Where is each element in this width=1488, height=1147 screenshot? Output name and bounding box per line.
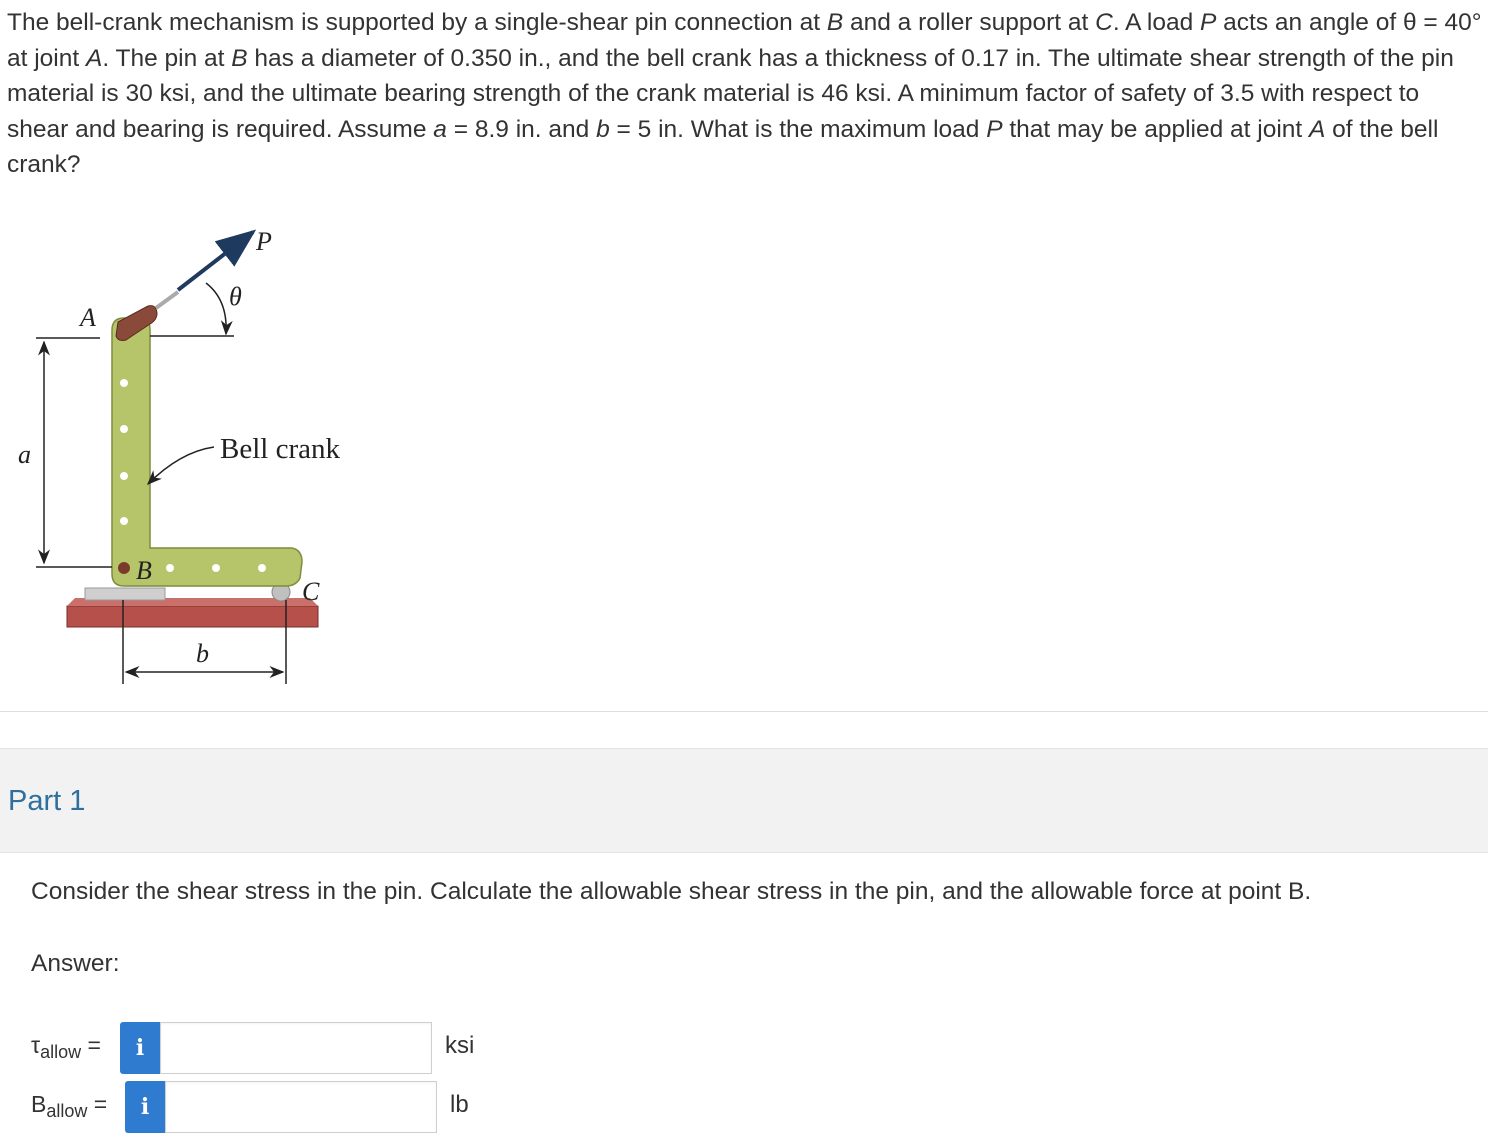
- crank-hole: [120, 425, 128, 433]
- pin-b: [118, 562, 130, 574]
- label-p: P: [256, 227, 272, 256]
- problem-text: and a roller support at: [843, 9, 1096, 36]
- b-symbol: B: [31, 1091, 47, 1117]
- info-button[interactable]: i: [120, 1022, 160, 1074]
- label-b-dimension: b: [196, 639, 209, 668]
- problem-text: . The pin at: [102, 44, 232, 72]
- b-allow-label: [31, 1091, 107, 1122]
- problem-text: has a diameter of 0.350 in., and the bell crank has a thickness of 0.17 in. The ultimate shear strength of the pin material is 30 ksi, and the ultimate bearing strength of the crank material is 46 ksi. A minimum factor of safety of 3.5 with respect to shear and bearing is required. Assume: [7, 44, 1454, 143]
- label-c-roller: C: [302, 577, 320, 606]
- problem-var-A: A: [86, 44, 103, 72]
- part-title: Part 1: [8, 785, 86, 817]
- label-b-pin: B: [136, 556, 152, 585]
- label-a-dimension: a: [18, 440, 31, 469]
- problem-var-B: B: [826, 9, 844, 36]
- problem-statement: [7, 5, 1482, 183]
- b-subscript: allow: [46, 1101, 88, 1121]
- label-a-joint: A: [80, 303, 96, 332]
- problem-text: = 5 in. What is the maximum load: [609, 115, 987, 143]
- question-text: Consider the shear stress in the pin. Calculate the allowable shear stress in the pin, and the allowable force at point B.: [31, 878, 1312, 905]
- label-theta: θ: [229, 282, 242, 311]
- problem-var-P: P: [1200, 9, 1217, 36]
- b-allow-input[interactable]: [165, 1081, 437, 1133]
- tau-allow-label: [31, 1032, 101, 1063]
- problem-text: The bell-crank mechanism is supported by a single-shear pin connection at: [7, 9, 827, 36]
- problem-var-P: P: [986, 115, 1003, 143]
- tau-allow-input[interactable]: [160, 1022, 432, 1074]
- crank-hole: [166, 564, 174, 572]
- problem-text: acts an angle of θ = 40° at joint: [7, 9, 1482, 72]
- tau-symbol: τ: [31, 1032, 41, 1058]
- problem-var-a: a: [433, 115, 447, 143]
- problem-text: of the bell crank?: [7, 115, 1439, 178]
- answer-label: Answer:: [31, 950, 120, 977]
- problem-text: . A load: [1112, 9, 1201, 36]
- problem-var-C: C: [1095, 9, 1113, 36]
- crank-hole: [120, 379, 128, 387]
- pin-bracket: [85, 588, 165, 600]
- tau-unit: ksi: [445, 1032, 475, 1059]
- divider: [0, 711, 1488, 712]
- bell-crank-leader: [148, 447, 214, 484]
- part-header: [0, 748, 1488, 853]
- link-rod: [156, 292, 178, 308]
- problem-text: that may be applied at joint: [1002, 115, 1310, 143]
- theta-arc: [206, 283, 226, 334]
- problem-text: = 8.9 in. and: [446, 115, 597, 143]
- crank-hole: [120, 517, 128, 525]
- equals-sign: =: [87, 1032, 101, 1058]
- problem-var-B: B: [231, 44, 248, 72]
- crank-hole: [212, 564, 220, 572]
- crank-hole: [258, 564, 266, 572]
- problem-var-b: b: [596, 115, 610, 143]
- tau-subscript: allow: [40, 1042, 82, 1062]
- problem-var-A: A: [1309, 115, 1326, 143]
- bell-crank-figure: [0, 205, 400, 705]
- base-plate: [67, 606, 318, 627]
- crank-hole: [120, 472, 128, 480]
- b-unit: lb: [450, 1091, 469, 1118]
- info-button[interactable]: i: [125, 1081, 165, 1133]
- equals-sign: =: [93, 1091, 108, 1117]
- label-bell-crank: Bell crank: [220, 433, 340, 465]
